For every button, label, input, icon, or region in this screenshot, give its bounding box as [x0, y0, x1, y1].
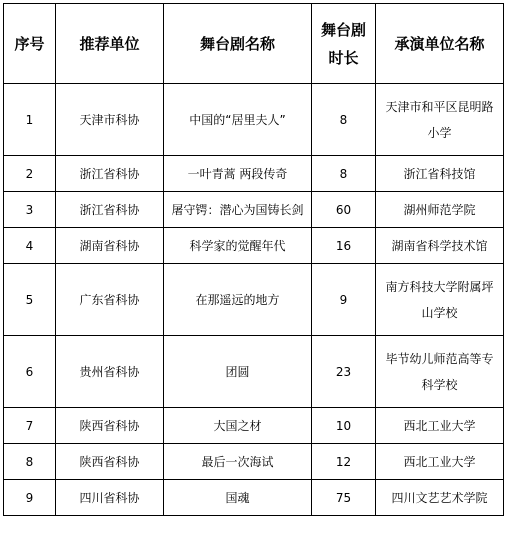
cell-unit: 广东省科协	[56, 264, 164, 336]
cell-unit: 陕西省科协	[56, 444, 164, 480]
cell-unit: 浙江省科协	[56, 156, 164, 192]
cell-host: 毕节幼儿师范高等专科学校	[376, 336, 504, 408]
cell-unit: 湖南省科协	[56, 228, 164, 264]
table-row	[4, 444, 504, 480]
cell-duration: 60	[312, 192, 376, 228]
cell-host: 浙江省科技馆	[376, 156, 504, 192]
header-host: 承演单位名称	[376, 4, 504, 84]
cell-title: 中国的“居里夫人”	[164, 84, 312, 156]
cell-seq: 7	[4, 408, 56, 444]
cell-title: 最后一次海试	[164, 444, 312, 480]
cell-unit: 陕西省科协	[56, 408, 164, 444]
cell-seq: 2	[4, 156, 56, 192]
cell-duration: 9	[312, 264, 376, 336]
cell-host: 四川文艺艺术学院	[376, 480, 504, 516]
table-row	[4, 156, 504, 192]
table-row	[4, 336, 504, 408]
cell-seq: 5	[4, 264, 56, 336]
cell-host: 南方科技大学附属坪山学校	[376, 264, 504, 336]
header-row	[4, 4, 504, 84]
cell-title: 团圆	[164, 336, 312, 408]
cell-duration: 12	[312, 444, 376, 480]
cell-duration: 8	[312, 156, 376, 192]
table-row	[4, 264, 504, 336]
cell-seq: 1	[4, 84, 56, 156]
cell-title: 在那遥远的地方	[164, 264, 312, 336]
cell-host: 天津市和平区昆明路小学	[376, 84, 504, 156]
cell-unit: 贵州省科协	[56, 336, 164, 408]
table-row	[4, 84, 504, 156]
cell-title: 科学家的觉醒年代	[164, 228, 312, 264]
table-row	[4, 228, 504, 264]
cell-unit: 四川省科协	[56, 480, 164, 516]
cell-duration: 75	[312, 480, 376, 516]
cell-duration: 8	[312, 84, 376, 156]
drama-table	[3, 3, 504, 516]
cell-title: 大国之材	[164, 408, 312, 444]
cell-seq: 9	[4, 480, 56, 516]
cell-title: 一叶青蒿 两段传奇	[164, 156, 312, 192]
cell-seq: 8	[4, 444, 56, 480]
cell-host: 湖州师范学院	[376, 192, 504, 228]
cell-title: 国魂	[164, 480, 312, 516]
cell-seq: 4	[4, 228, 56, 264]
cell-duration: 16	[312, 228, 376, 264]
cell-unit: 浙江省科协	[56, 192, 164, 228]
cell-host: 湖南省科学技术馆	[376, 228, 504, 264]
table-row	[4, 408, 504, 444]
cell-seq: 6	[4, 336, 56, 408]
table-row	[4, 480, 504, 516]
table-row	[4, 192, 504, 228]
cell-duration: 10	[312, 408, 376, 444]
cell-seq: 3	[4, 192, 56, 228]
cell-title: 屠守锷：潜心为国铸长剑	[164, 192, 312, 228]
cell-host: 西北工业大学	[376, 444, 504, 480]
cell-duration: 23	[312, 336, 376, 408]
cell-unit: 天津市科协	[56, 84, 164, 156]
header-unit: 推荐单位	[56, 4, 164, 84]
cell-host: 西北工业大学	[376, 408, 504, 444]
header-seq: 序号	[4, 4, 56, 84]
header-duration: 舞台剧时长	[312, 4, 376, 84]
header-title: 舞台剧名称	[164, 4, 312, 84]
